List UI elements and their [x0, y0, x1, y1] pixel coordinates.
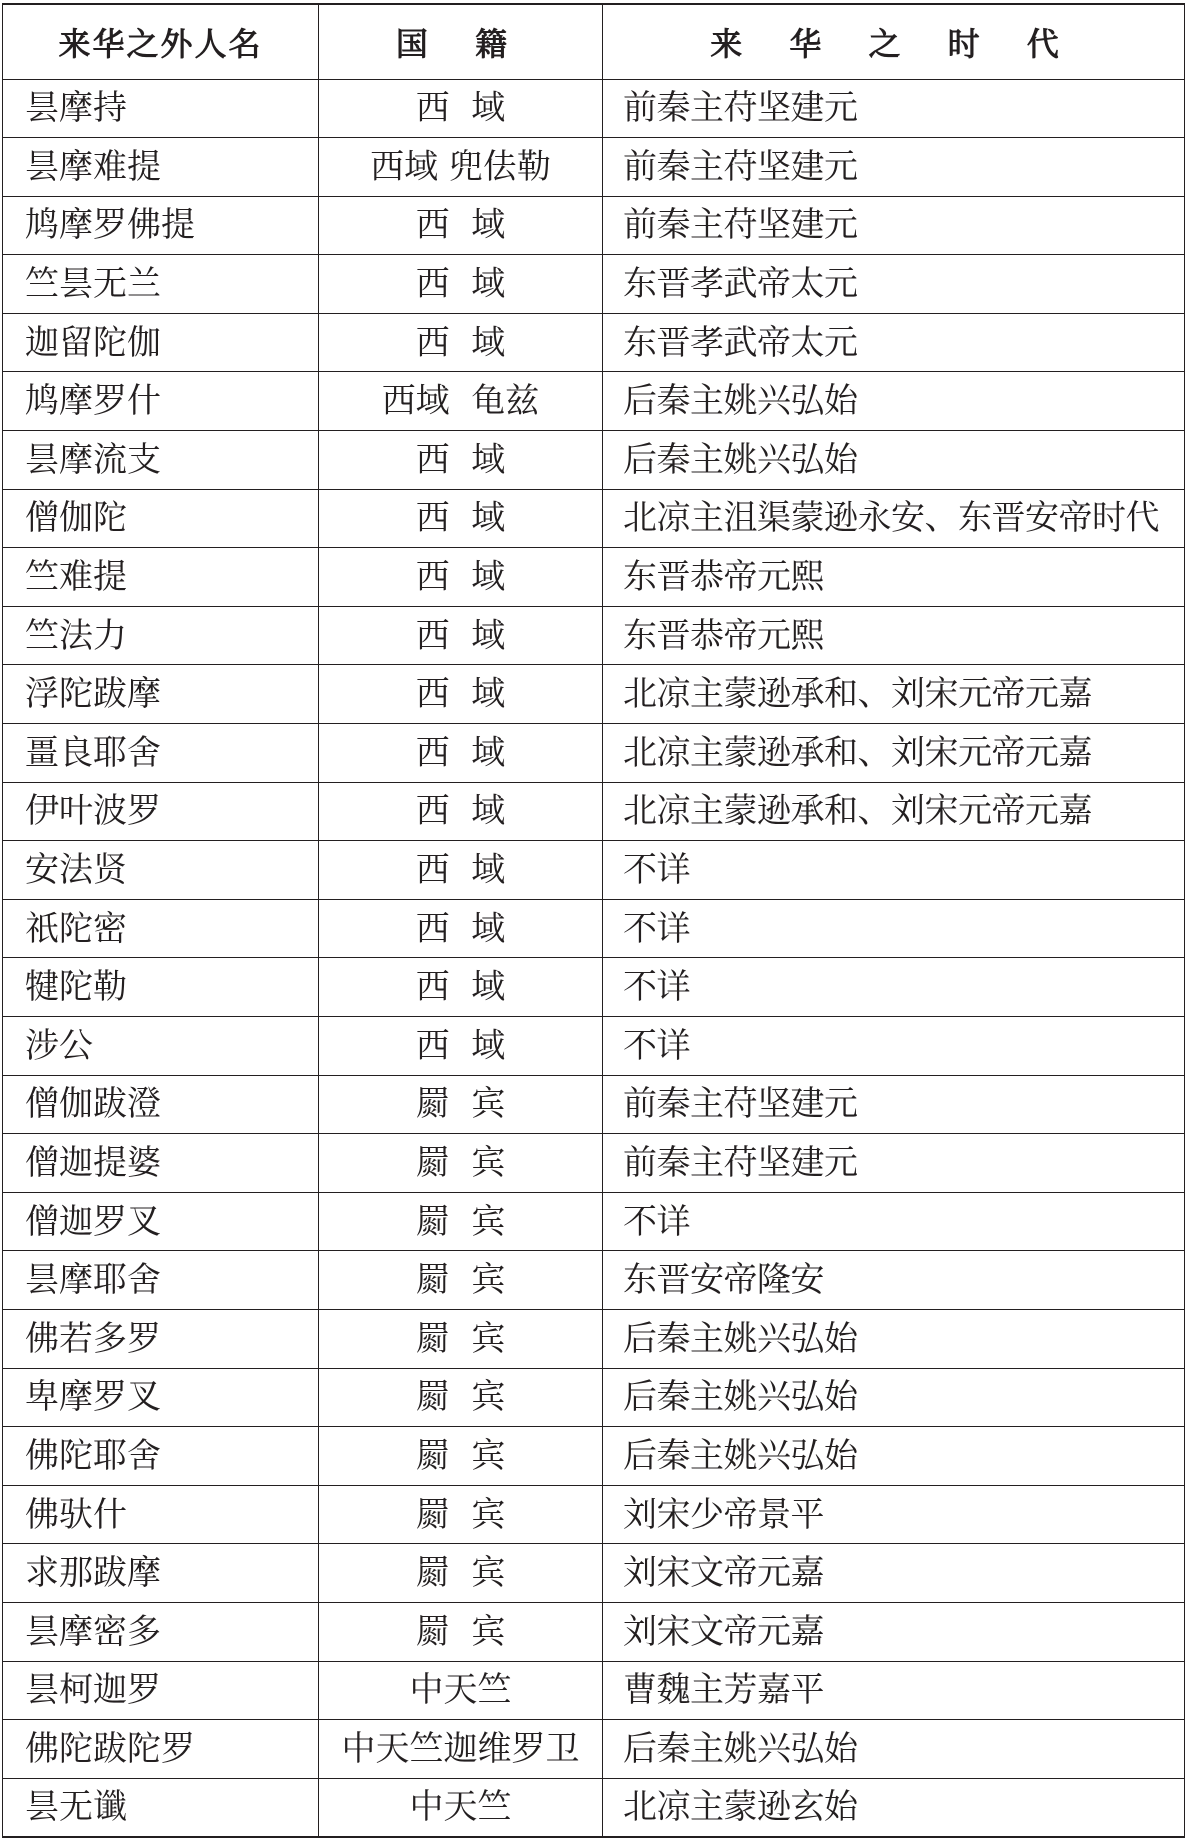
cell-era: 前秦主苻坚建元 — [603, 1075, 1185, 1134]
cell-nationality: 西 域 — [319, 313, 603, 372]
cell-nationality: 西 域 — [319, 548, 603, 607]
cell-nationality: 西 域 — [319, 431, 603, 490]
table-row — [3, 1661, 1185, 1720]
table-row — [3, 1778, 1185, 1837]
table-row — [3, 489, 1185, 548]
cell-era: 不详 — [603, 841, 1185, 900]
table-body — [3, 79, 1185, 1837]
cell-name: 佛若多罗 — [3, 1309, 319, 1368]
cell-name: 昙摩难提 — [3, 138, 319, 197]
cell-name: 昙柯迦罗 — [3, 1661, 319, 1720]
cell-nationality: 西 域 — [319, 79, 603, 138]
table-row — [3, 79, 1185, 138]
cell-nationality: 西 域 — [319, 782, 603, 841]
cell-nationality: 罽 宾 — [319, 1075, 603, 1134]
cell-era: 东晋安帝隆安 — [603, 1251, 1185, 1310]
cell-nationality: 罽 宾 — [319, 1134, 603, 1193]
cell-name: 昙摩密多 — [3, 1602, 319, 1661]
cell-name: 鸠摩罗佛提 — [3, 196, 319, 255]
cell-era: 北凉主蒙逊承和、刘宋元帝元嘉 — [603, 724, 1185, 783]
cell-era: 后秦主姚兴弘始 — [603, 431, 1185, 490]
cell-nationality: 西域 龟兹 — [319, 372, 603, 431]
cell-name: 卑摩罗叉 — [3, 1368, 319, 1427]
table-row — [3, 1075, 1185, 1134]
cell-name: 浮陀跋摩 — [3, 665, 319, 724]
cell-era: 不详 — [603, 958, 1185, 1017]
header-nationality: 国 籍 — [319, 4, 603, 79]
cell-nationality: 西 域 — [319, 255, 603, 314]
cell-era: 刘宋少帝景平 — [603, 1485, 1185, 1544]
cell-name: 迦留陀伽 — [3, 313, 319, 372]
cell-era: 后秦主姚兴弘始 — [603, 1427, 1185, 1486]
table-row — [3, 1192, 1185, 1251]
table-row — [3, 1134, 1185, 1193]
cell-era: 不详 — [603, 1017, 1185, 1076]
table-row — [3, 958, 1185, 1017]
cell-nationality: 罽 宾 — [319, 1602, 603, 1661]
cell-nationality: 西 域 — [319, 665, 603, 724]
foreign-monks-table — [2, 3, 1185, 1838]
cell-nationality: 西 域 — [319, 196, 603, 255]
cell-name: 昙摩持 — [3, 79, 319, 138]
cell-era: 前秦主苻坚建元 — [603, 196, 1185, 255]
table-row — [3, 1309, 1185, 1368]
cell-name: 求那跋摩 — [3, 1544, 319, 1603]
cell-nationality: 罽 宾 — [319, 1368, 603, 1427]
cell-name: 佛陀耶舍 — [3, 1427, 319, 1486]
cell-name: 竺难提 — [3, 548, 319, 607]
cell-era: 前秦主苻坚建元 — [603, 138, 1185, 197]
table-row — [3, 899, 1185, 958]
cell-name: 犍陀勒 — [3, 958, 319, 1017]
cell-era: 北凉主蒙逊承和、刘宋元帝元嘉 — [603, 665, 1185, 724]
cell-era: 后秦主姚兴弘始 — [603, 1720, 1185, 1779]
cell-nationality: 西域 兜佉勒 — [319, 138, 603, 197]
cell-nationality: 罽 宾 — [319, 1251, 603, 1310]
cell-era: 东晋孝武帝太元 — [603, 313, 1185, 372]
table-row — [3, 1017, 1185, 1076]
cell-era: 不详 — [603, 899, 1185, 958]
header-era: 来 华 之 时 代 — [603, 4, 1185, 79]
cell-name: 祇陀密 — [3, 899, 319, 958]
cell-name: 昙无谶 — [3, 1778, 319, 1837]
cell-era: 东晋恭帝元熙 — [603, 548, 1185, 607]
cell-nationality: 西 域 — [319, 958, 603, 1017]
table-row — [3, 1485, 1185, 1544]
cell-name: 竺昙无兰 — [3, 255, 319, 314]
cell-name: 竺法力 — [3, 606, 319, 665]
cell-name: 昙摩流支 — [3, 431, 319, 490]
table-row — [3, 1602, 1185, 1661]
cell-nationality: 西 域 — [319, 899, 603, 958]
cell-name: 安法贤 — [3, 841, 319, 900]
cell-nationality: 罽 宾 — [319, 1192, 603, 1251]
table-row — [3, 841, 1185, 900]
cell-era: 前秦主苻坚建元 — [603, 79, 1185, 138]
table-row — [3, 665, 1185, 724]
cell-era: 曹魏主芳嘉平 — [603, 1661, 1185, 1720]
cell-nationality: 中天竺迦维罗卫 — [319, 1720, 603, 1779]
table-row — [3, 1544, 1185, 1603]
cell-era: 北凉主蒙逊玄始 — [603, 1778, 1185, 1837]
table-header — [3, 4, 1185, 79]
cell-nationality: 罽 宾 — [319, 1309, 603, 1368]
cell-nationality: 罽 宾 — [319, 1485, 603, 1544]
cell-name: 佛陀跋陀罗 — [3, 1720, 319, 1779]
cell-nationality: 西 域 — [319, 606, 603, 665]
cell-era: 东晋孝武帝太元 — [603, 255, 1185, 314]
table-row — [3, 372, 1185, 431]
cell-era: 后秦主姚兴弘始 — [603, 1368, 1185, 1427]
cell-name: 鸠摩罗什 — [3, 372, 319, 431]
cell-era: 北凉主蒙逊承和、刘宋元帝元嘉 — [603, 782, 1185, 841]
cell-name: 佛驮什 — [3, 1485, 319, 1544]
table-row — [3, 606, 1185, 665]
cell-name: 僧迦罗叉 — [3, 1192, 319, 1251]
table-row — [3, 313, 1185, 372]
cell-era: 刘宋文帝元嘉 — [603, 1544, 1185, 1603]
cell-nationality: 罽 宾 — [319, 1427, 603, 1486]
cell-name: 伊叶波罗 — [3, 782, 319, 841]
cell-era: 不详 — [603, 1192, 1185, 1251]
cell-name: 僧伽跋澄 — [3, 1075, 319, 1134]
table-row — [3, 255, 1185, 314]
table-row — [3, 724, 1185, 783]
cell-nationality: 中天竺 — [319, 1661, 603, 1720]
table-row — [3, 782, 1185, 841]
cell-nationality: 中天竺 — [319, 1778, 603, 1837]
table-row — [3, 548, 1185, 607]
cell-era: 后秦主姚兴弘始 — [603, 1309, 1185, 1368]
cell-nationality: 西 域 — [319, 724, 603, 783]
cell-era: 后秦主姚兴弘始 — [603, 372, 1185, 431]
cell-name: 涉公 — [3, 1017, 319, 1076]
cell-era: 东晋恭帝元熙 — [603, 606, 1185, 665]
cell-name: 昙摩耶舍 — [3, 1251, 319, 1310]
cell-name: 僧伽陀 — [3, 489, 319, 548]
table-row — [3, 138, 1185, 197]
cell-era: 前秦主苻坚建元 — [603, 1134, 1185, 1193]
table-row — [3, 1368, 1185, 1427]
table-row — [3, 1427, 1185, 1486]
header-row — [3, 4, 1185, 79]
table-row — [3, 1720, 1185, 1779]
cell-era: 北凉主沮渠蒙逊永安、东晋安帝时代 — [603, 489, 1185, 548]
cell-nationality: 西 域 — [319, 1017, 603, 1076]
cell-name: 畺良耶舍 — [3, 724, 319, 783]
cell-nationality: 西 域 — [319, 489, 603, 548]
cell-nationality: 西 域 — [319, 841, 603, 900]
table-row — [3, 1251, 1185, 1310]
header-name: 来华之外人名 — [3, 4, 319, 79]
cell-name: 僧迦提婆 — [3, 1134, 319, 1193]
cell-nationality: 罽 宾 — [319, 1544, 603, 1603]
table-row — [3, 196, 1185, 255]
table-row — [3, 431, 1185, 490]
cell-era: 刘宋文帝元嘉 — [603, 1602, 1185, 1661]
